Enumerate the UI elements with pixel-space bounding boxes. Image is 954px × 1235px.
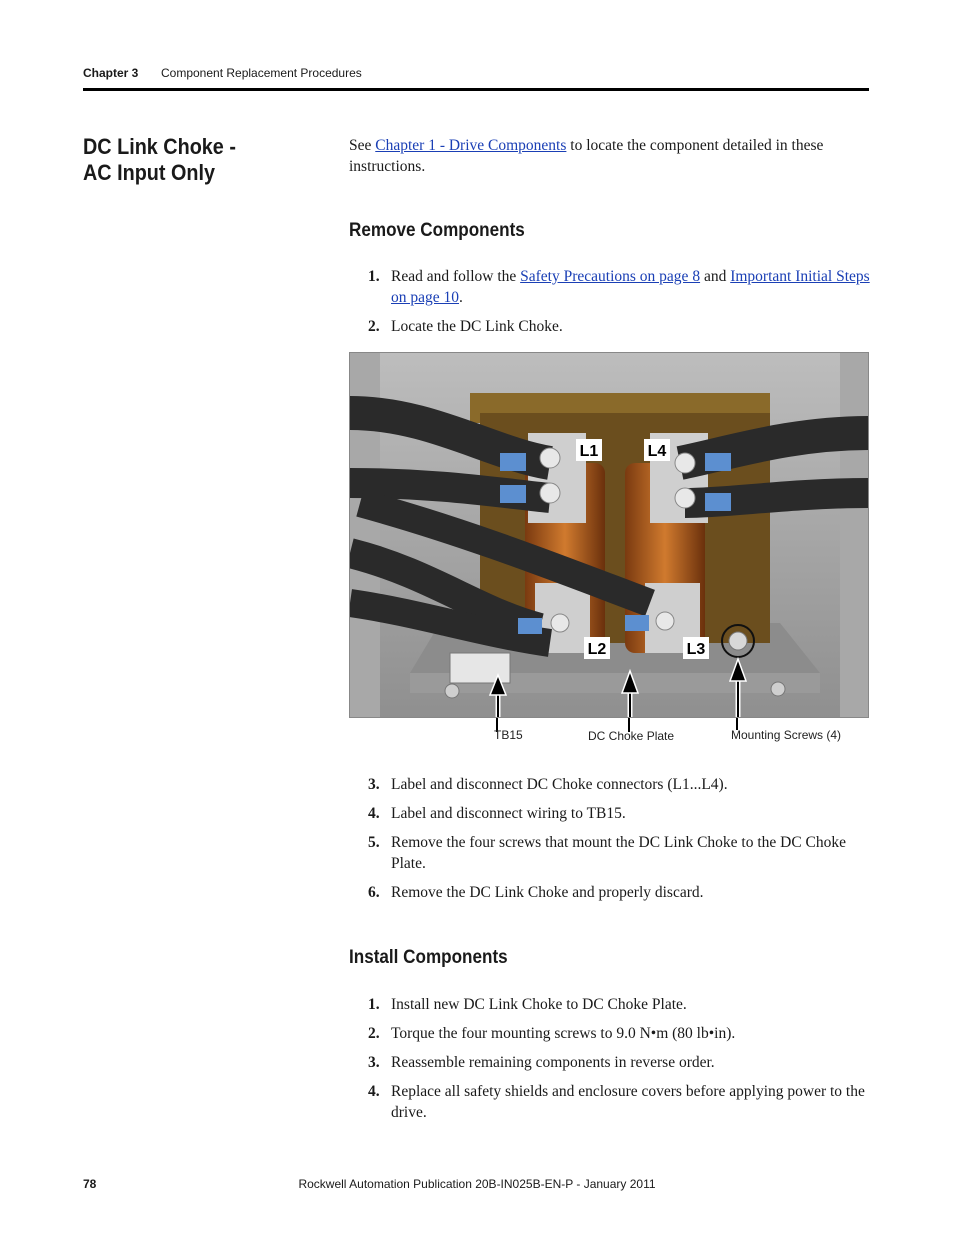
intro-paragraph: See Chapter 1 - Drive Components to locate the component detailed in these instructions. [349,137,824,175]
caption-tb15: TB15 [494,728,523,742]
important-steps-link[interactable]: Important Initial Steps on page 10 [391,268,870,306]
section-title-line2: AC Input Only [83,160,215,185]
list-item: 4. Replace all safety shields and enclosure covers before applying power to the drive. [368,1083,865,1121]
dc-link-choke-photo [349,352,869,718]
list-item: 1. Read and follow the Safety Precautions on page 8 and Important Initial Steps on page 10. [368,268,870,306]
header-rule [83,88,869,91]
remove-steps-list [368,266,870,345]
list-item: 6. Remove the DC Link Choke and properly discard. [368,884,704,901]
remove-steps-list-cont [368,774,870,911]
list-item: 3. Label and disconnect DC Choke connectors (L1...L4). [368,776,728,793]
choke-illustration [350,353,869,718]
section-title-line1: DC Link Choke - [83,134,236,159]
list-item: 2. Torque the four mounting screws to 9.0 N•m (80 lb•in). [368,1025,736,1042]
chapter-title: Component Replacement Procedures [161,66,362,80]
list-item: 3. Reassemble remaining components in reverse order. [368,1054,715,1071]
install-steps-list [368,994,870,1131]
list-item: 4. Label and disconnect wiring to TB15. [368,805,626,822]
list-item: 1. Install new DC Link Choke to DC Choke Plate. [368,996,687,1013]
chapter1-link[interactable]: Chapter 1 - Drive Components [375,137,567,154]
svg-text:L4: L4 [647,443,667,460]
caption-mounting-screws: Mounting Screws (4) [731,728,842,742]
publication-footer: Rockwell Automation Publication 20B-IN025B-EN-P - January 2011 [298,1177,656,1191]
safety-precautions-link[interactable]: Safety Precautions on page 8 [520,268,701,285]
svg-text:L2: L2 [587,641,607,658]
svg-text:L3: L3 [686,641,706,658]
label-l4 [644,439,670,461]
caption-dc-choke-plate: DC Choke Plate [588,729,675,743]
install-components-heading: Install Components [349,947,508,968]
list-item: 5. Remove the four screws that mount the DC Link Choke to the DC Choke Plate. [368,834,847,872]
list-item: 2. Locate the DC Link Choke. [368,318,563,335]
remove-components-heading: Remove Components [349,220,525,241]
svg-text:L1: L1 [579,443,599,460]
section-title [83,134,236,186]
label-l1 [576,439,602,461]
label-l3 [683,637,709,659]
page-number: 78 [83,1177,97,1191]
chapter-label: Chapter 3 [83,66,139,80]
label-l2 [584,637,610,659]
running-header [83,66,362,80]
